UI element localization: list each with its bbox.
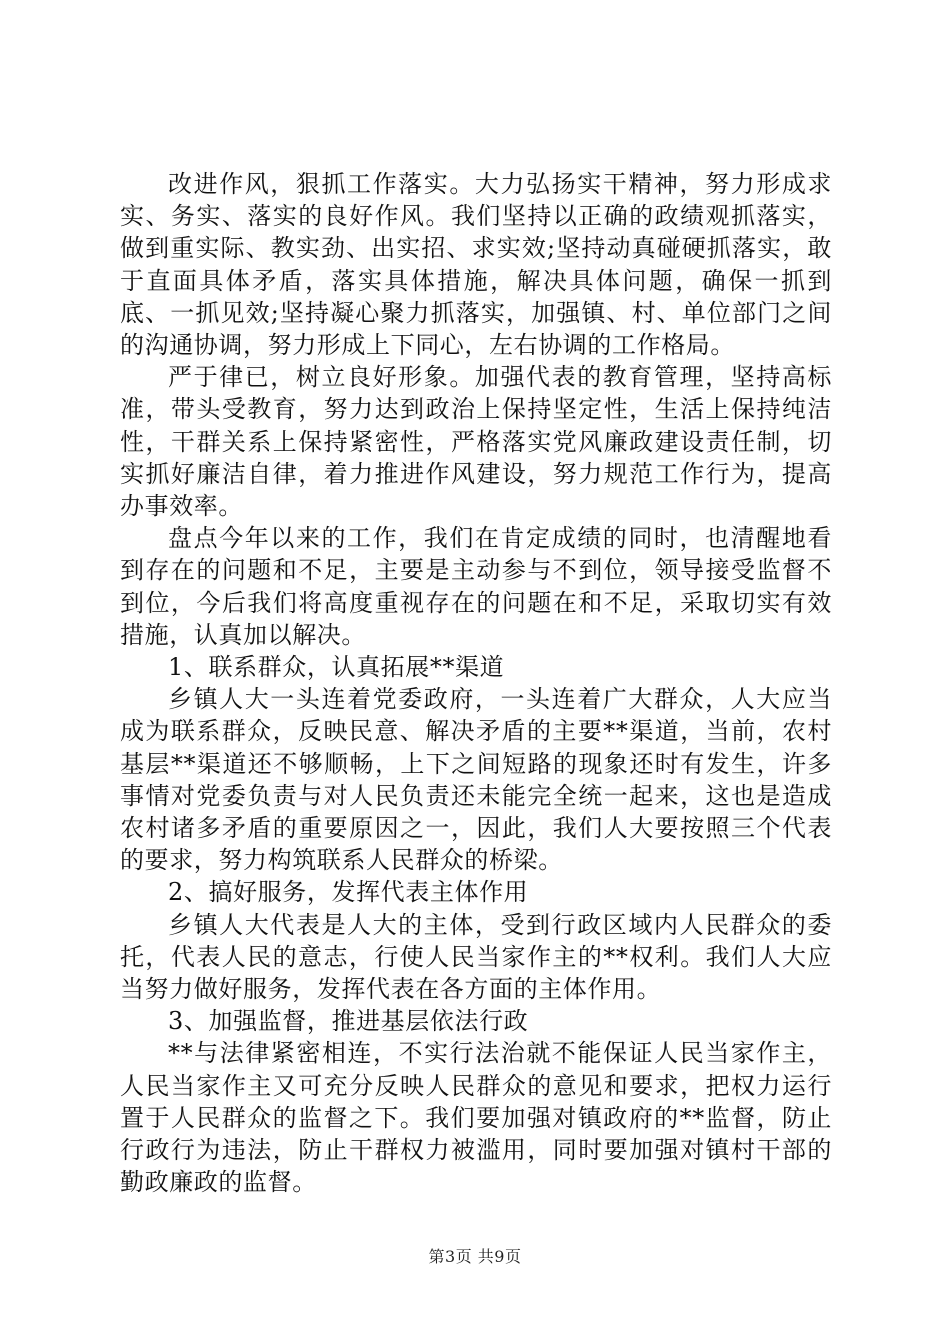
body-paragraph: 严于律已，树立良好形象。加强代表的教育管理，坚持高标准，带头受教育，努力达到政治上保持坚定性，生活上保持纯洁性，干群关系上保持紧密性，严格落实党风廉政建设责任制，切实抓好廉洁自律，着力推进作风建设，努力规范工作行为，提高办事效率。: [120, 363, 832, 521]
document-body: [120, 168, 832, 1199]
section-heading: 1、联系群众，认真拓展**渠道: [168, 653, 505, 682]
body-paragraph: 乡镇人大代表是人大的主体，受到行政区域内人民群众的委托，代表人民的意志，行使人民当家作主的**权利。我们人大应当努力做好服务，发挥代表在各方面的主体作用。: [120, 910, 832, 1004]
body-paragraph: 改进作风，狠抓工作落实。大力弘扬实干精神，努力形成求实、务实、落实的良好作风。我们坚持以正确的政绩观抓落实，做到重实际、教实劲、出实招、求实效;坚持动真碰硬抓落实，敢于直面具体矛盾，落实具体措施，解决具体问题，确保一抓到底、一抓见效;坚持凝心聚力抓落实，加强镇、村、单位部门之间的沟通协调，努力形成上下同心，左右协调的工作格局。: [120, 170, 832, 360]
body-paragraph: 乡镇人大一头连着党委政府，一头连着广大群众，人大应当成为联系群众，反映民意、解决矛盾的主要**渠道，当前，农村基层**渠道还不够顺畅，上下之间短路的现象还时有发生，许多事情对党委负责与对人民负责还未能完全统一起来，这也是造成农村诸多矛盾的重要原因之一，因此，我们人大要按照三个代表的要求，努力构筑联系人民群众的桥梁。: [120, 685, 832, 875]
body-paragraph: **与法律紧密相连，不实行法治就不能保证人民当家作主，人民当家作主又可充分反映人民群众的意见和要求，把权力运行置于人民群众的监督之下。我们要加强对镇政府的**监督，防止行政行为违法，防止干群权力被滥用，同时要加强对镇村干部的勤政廉政的监督。: [120, 1039, 832, 1197]
page-number-footer: 第3页 共9页: [428, 1247, 522, 1266]
section-heading: 2、搞好服务，发挥代表主体作用: [168, 878, 529, 907]
body-paragraph: 盘点今年以来的工作，我们在肯定成绩的同时，也清醒地看到存在的问题和不足，主要是主动参与不到位，领导接受监督不到位，今后我们将高度重视存在的问题在和不足，采取切实有效措施，认真加以解决。: [120, 524, 832, 649]
section-heading: 3、加强监督，推进基层依法行政: [168, 1007, 529, 1036]
